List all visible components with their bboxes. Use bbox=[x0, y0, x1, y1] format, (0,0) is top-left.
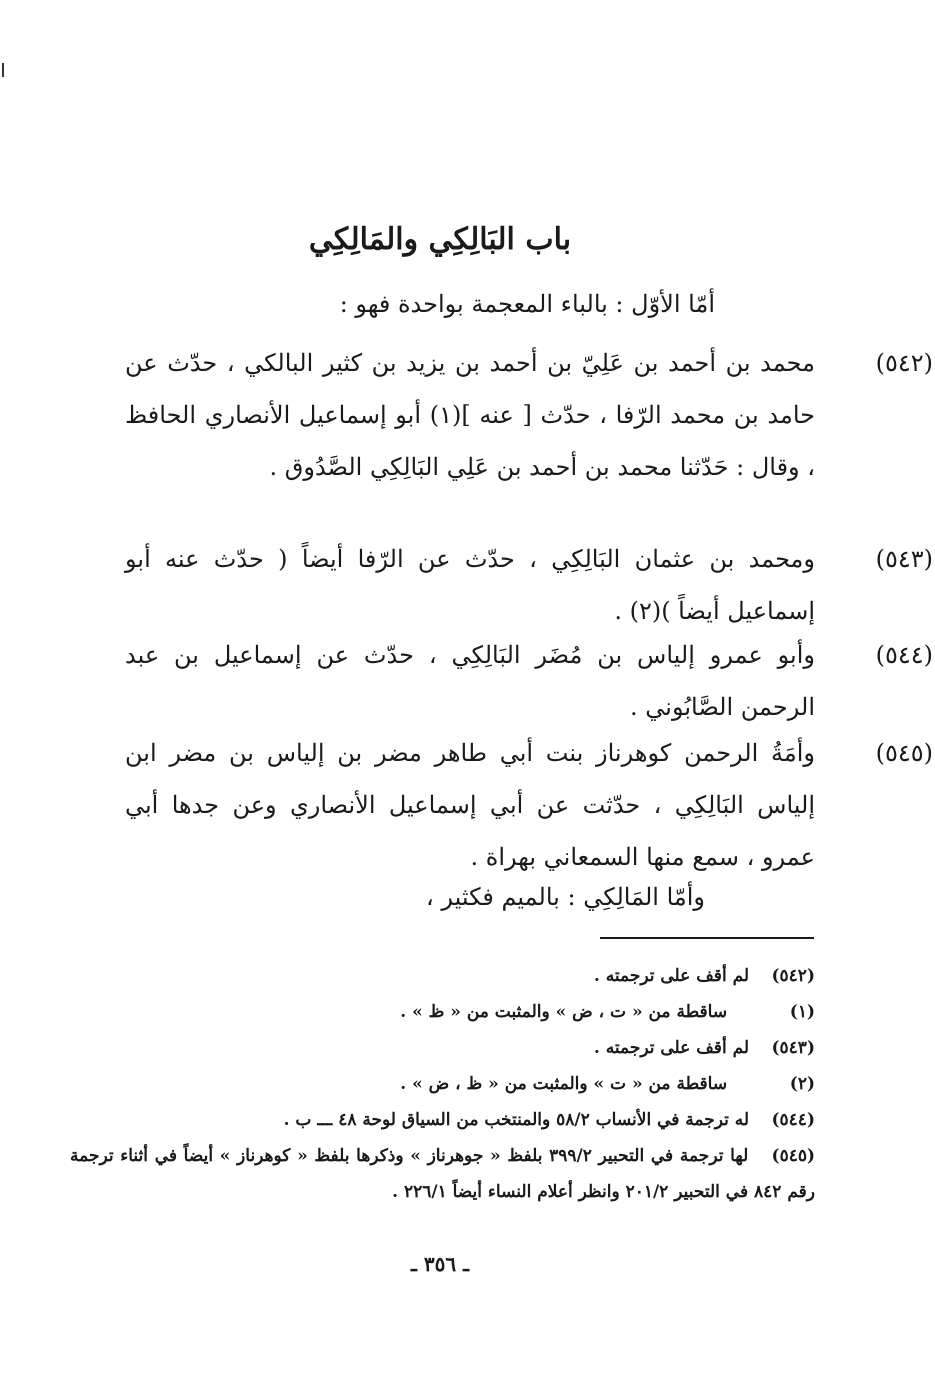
footnote-text: ساقطة من « ت ، ض » والمثبت من « ظ » . bbox=[400, 1002, 728, 1022]
footnote-text: لها ترجمة في التحبير ٣٩٩/٢ بلفظ « جوهرناز » وذكرها بلفظ « كوهرناز » أيضاً في أثناء ترجمة رقم ٨٤٢ في التحبير ٢٠١/٢ وانظر أعلام النساء أيضاً ٢٢٦/١ . bbox=[70, 1146, 815, 1202]
footnotes bbox=[70, 958, 815, 1210]
footnote-number: (٥٤٤) bbox=[771, 1110, 815, 1130]
footnote bbox=[70, 1138, 815, 1210]
footnote-text: له ترجمة في الأنساب ٥٨/٢ والمنتخب من السياق لوحة ٤٨ ـــ ب . bbox=[283, 1110, 750, 1130]
chapter-heading: باب البَالِكِي والمَالِكِي bbox=[308, 222, 572, 257]
entry-number: (٥٤٢) bbox=[875, 349, 933, 377]
footnote-number: (٥٤٥) bbox=[771, 1146, 816, 1166]
page-number: ـ ٣٥٦ ـ bbox=[411, 1252, 469, 1276]
entry-number: (٥٤٣) bbox=[875, 545, 933, 573]
entry-text: وأمَةُ الرحمن كوهرناز بنت أبي طاهر مضر بن إلياس بن مضر ابن إلياس البَالِكِي ، حدّثت عن أبي إسماعيل الأنصاري وعن جدها أبي عمرو ، سمع منها السمعاني بهراة . bbox=[125, 739, 816, 871]
entry-number: (٥٤٥) bbox=[875, 739, 933, 767]
footnote-number: (١) bbox=[789, 1002, 815, 1022]
closing-line: وأمّا المَالِكِي : بالميم فكثير ، bbox=[426, 883, 705, 911]
footnote-text: لم أقف على ترجمته . bbox=[593, 1038, 750, 1058]
footnote-divider bbox=[600, 937, 814, 939]
footnote-text: لم أقف على ترجمته . bbox=[593, 966, 750, 986]
entry-544 bbox=[125, 629, 933, 733]
intro-line: أمّا الأوّل : بالباء المعجمة بواحدة فهو : bbox=[339, 290, 715, 318]
entry-text: محمد بن أحمد بن عَلِيّ بن أحمد بن يزيد بن كثير البالكي ، حدّث عن حامد بن محمد الرّفا ، حدّث [ عنه ](١) أبو إسماعيل الأنصاري الحافظ ، وقال : حَدّثنا محمد بن أحمد بن عَلِي البَالِكِي الصَّدُوق . bbox=[125, 349, 816, 481]
entry-text: وأبو عمرو إلياس بن مُضَر البَالِكِي ، حدّث عن إسماعيل بن عبد الرحمن الصَّابُوني . bbox=[125, 641, 815, 721]
footnote-number: (٥٤٢) bbox=[771, 966, 815, 986]
entry-text: ومحمد بن عثمان البَالِكِي ، حدّث عن الرّفا أيضاً ( حدّث عنه أبو إسماعيل أيضاً )(٢) . bbox=[125, 545, 815, 625]
footnote bbox=[70, 958, 815, 994]
footnote bbox=[70, 1102, 815, 1138]
footnote bbox=[70, 994, 815, 1030]
entry-number: (٥٤٤) bbox=[875, 641, 933, 669]
entry-542 bbox=[125, 337, 933, 493]
footnote-number: (٢) bbox=[789, 1074, 815, 1094]
footnote bbox=[70, 1030, 815, 1066]
entry-543 bbox=[125, 533, 933, 637]
footnote-text: ساقطة من « ت » والمثبت من « ظ ، ض » . bbox=[400, 1074, 728, 1094]
entry-545 bbox=[125, 727, 933, 883]
margin-mark bbox=[2, 63, 4, 77]
footnote bbox=[70, 1066, 815, 1102]
footnote-number: (٥٤٣) bbox=[771, 1038, 815, 1058]
